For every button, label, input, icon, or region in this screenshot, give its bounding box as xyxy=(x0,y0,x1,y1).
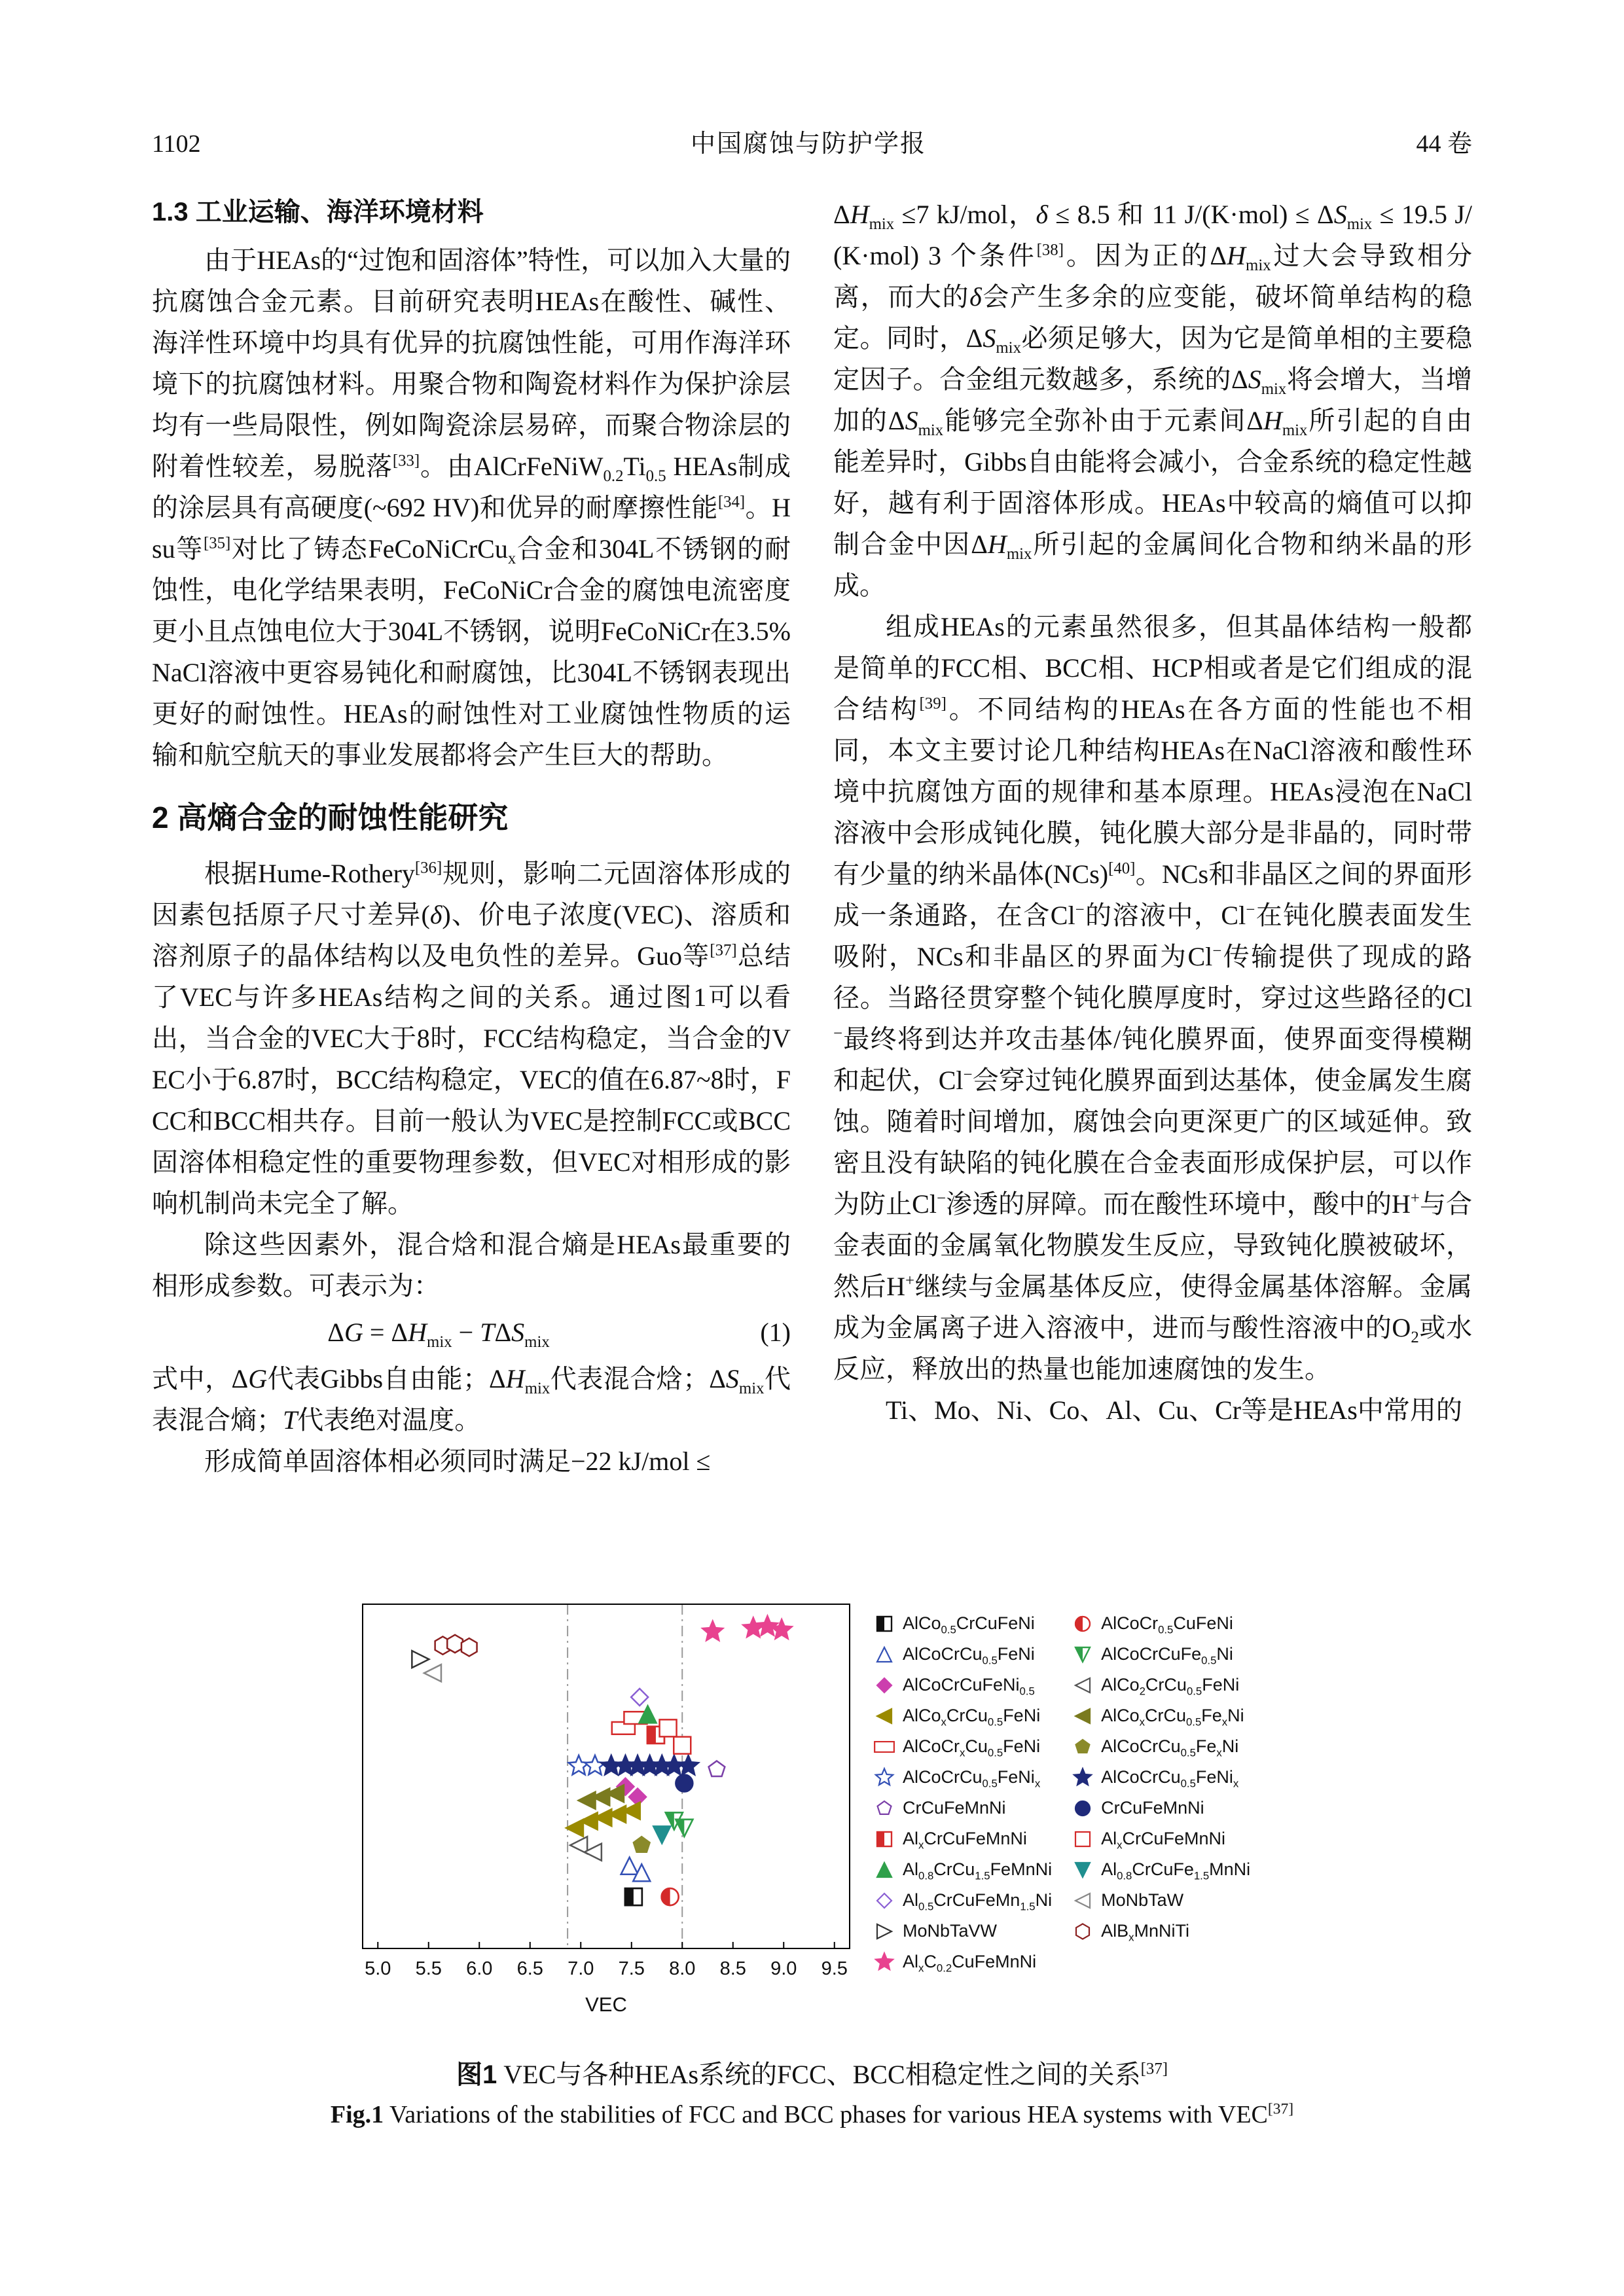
legend-item xyxy=(872,1731,1052,1762)
x-tick-label: 5.5 xyxy=(415,1958,442,1979)
legend-item xyxy=(1070,1916,1250,1946)
legend-column-1 xyxy=(872,1608,1052,1977)
x-tick-label: 9.5 xyxy=(821,1958,848,1979)
legend-marker xyxy=(873,1613,892,1635)
scatter-point xyxy=(702,1621,723,1640)
scatter-point xyxy=(579,1792,596,1809)
triangle-left-marker-icon xyxy=(1070,1705,1095,1727)
legend-item xyxy=(1070,1608,1250,1639)
figure-legend xyxy=(872,1600,1250,1977)
circle-marker-icon xyxy=(1070,1613,1095,1635)
legend-marker xyxy=(877,1647,892,1662)
legend-marker xyxy=(876,1768,893,1785)
legend-marker xyxy=(1076,1924,1089,1939)
triangle-left-marker-icon xyxy=(1070,1674,1095,1696)
scatter-point xyxy=(653,1826,670,1843)
legend-item xyxy=(1070,1731,1250,1762)
legend-label: AlCoCrCu$_{0.5}$FeNi xyxy=(903,1644,1035,1667)
legend-item xyxy=(872,1670,1052,1700)
legend-marker xyxy=(1076,1740,1090,1753)
legend-label: AlCoCrCuFeNi$_{0.5}$ xyxy=(903,1675,1035,1698)
paragraph-passive-film: 组成HEAs的元素虽然很多，但其晶体结构一般都是简单的FCC相、BCC相、HCP相或者是它们组成的混合结构[39]。不同结构的HEAs在各方面的性能也不相同，本文主要讨论几种结构HEAs在NaCl溶液和酸性环境中抗腐蚀方面的规律和基本原理。HEAs浸泡在NaCl溶液中会形成钝化膜，钝化膜大部分是非晶的，同时带有少量的纳米晶体(NCs)[40]。NCs和非晶区之间的界面形成一条通路，在含Cl−的溶液中，Cl−在钝化膜表面发生吸附，NCs和非晶区的界面为Cl−传输提供了现成的路径。当路径贯穿整个钝化膜厚度时，穿过这些路径的Cl−最终将到达并攻击基体/钝化膜界面，使界面变得模糊和起伏，Cl−会穿过钝化膜界面到达基体，使金属发生腐蚀。随着时间增加，腐蚀会向更深更广的区域延伸。致密且没有缺陷的钝化膜在合金表面形成保护层，可以作为防止Cl−渗透的屏障。而在酸性环境中，酸中的H+与合金表面的金属氧化物膜发生反应，导致钝化膜被破坏，然后H+继续与金属基体反应，使得金属基体溶解。金属成为金属离子进入溶液中，进而与酸性溶液中的$O_2$或水反应，释放出的热量也能加速腐蚀的发生。 xyxy=(833,612,1473,1384)
legend-item xyxy=(872,1762,1052,1793)
caption-zh-ref: [37] xyxy=(1140,2060,1168,2078)
triangle-right-marker-icon xyxy=(872,1920,897,1943)
legend-marker xyxy=(877,1678,892,1693)
legend-item xyxy=(872,1793,1052,1823)
legend-column-2 xyxy=(1070,1608,1250,1977)
scatter-point xyxy=(676,1775,693,1792)
pentagon-marker-icon xyxy=(872,1797,897,1820)
legend-label: $Al_xCrCuFeMnNi$ xyxy=(903,1829,1027,1852)
legend-item xyxy=(1070,1639,1250,1670)
star-marker-icon xyxy=(872,1767,897,1789)
legend-marker xyxy=(877,1709,892,1723)
square-marker-icon xyxy=(1070,1828,1095,1850)
scatter-point xyxy=(743,1618,763,1637)
journal-title: 中国腐蚀与防护学报 xyxy=(691,130,927,158)
scatter-point xyxy=(620,1883,642,1910)
star-marker-icon xyxy=(872,1951,897,1973)
legend-label: AlCo$_2$CrCu$_{0.5}$FeNi xyxy=(1101,1675,1240,1698)
equation-number: (1) xyxy=(760,1318,791,1347)
scatter-point xyxy=(660,1719,677,1736)
scatter-point xyxy=(674,1737,691,1754)
scatter-point xyxy=(631,1689,648,1706)
x-tick-label: 5.0 xyxy=(365,1958,391,1979)
legend-item xyxy=(872,1608,1052,1639)
legend-marker xyxy=(877,1924,892,1939)
scatter-point xyxy=(678,1755,698,1774)
equation-1 xyxy=(152,1312,791,1353)
legend-item xyxy=(872,1854,1052,1885)
caption-en-label: Fig.1 xyxy=(330,2101,384,2128)
legend-item xyxy=(1070,1823,1250,1854)
section-1-3-heading: 1.3 工业运输、海洋环境材料 xyxy=(152,198,484,226)
legend-marker xyxy=(1074,1768,1091,1785)
legend-marker xyxy=(877,1893,892,1908)
volume-label: 44 卷 xyxy=(1416,130,1472,158)
triangle-down-marker-icon xyxy=(1070,1643,1095,1666)
x-tick-label: 6.5 xyxy=(516,1958,543,1979)
legend-label: $AlCo_xCrCu_{0.5}Fe_xNi$ xyxy=(1101,1706,1244,1729)
legend-item xyxy=(872,1700,1052,1731)
legend-marker xyxy=(1071,1643,1090,1666)
vec-stability-scatter-plot xyxy=(359,1600,861,2027)
x-tick-label: 7.5 xyxy=(618,1958,645,1979)
legend-item xyxy=(1070,1793,1250,1823)
legend-marker xyxy=(878,1801,892,1814)
legend-label: $Al_xC_{0.2}CuFeMnNi$ xyxy=(903,1952,1037,1975)
figure-caption-en xyxy=(0,2097,1624,2132)
scatter-point xyxy=(447,1635,463,1653)
triangle-left-marker-icon xyxy=(872,1705,897,1727)
legend-label: $AlCoCrCu_{0.5}Fe_xNi$ xyxy=(1101,1736,1239,1759)
legend-marker xyxy=(876,1953,893,1969)
page-number: 1102 xyxy=(152,130,201,158)
x-tick-label: 6.0 xyxy=(466,1958,493,1979)
equation-body: $\Delta G = \Delta H_{mix} - T\Delta S_{mix}$ xyxy=(327,1318,550,1351)
left-column xyxy=(152,194,791,1482)
legend-marker xyxy=(1071,1613,1090,1635)
legend-label: CrCuFeMnNi xyxy=(903,1798,1006,1818)
x-tick-label: 9.0 xyxy=(770,1958,797,1979)
legend-item xyxy=(872,1885,1052,1916)
diamond-marker-icon xyxy=(872,1890,897,1912)
legend-label: AlCo$_x$CrCu$_{0.5}$FeNi xyxy=(903,1706,1041,1729)
x-tick-label: 7.0 xyxy=(568,1958,594,1979)
legend-item xyxy=(872,1639,1052,1670)
legend-label: AlCoCrCu$_{0.5}$FeNi$_x$ xyxy=(1101,1767,1239,1790)
legend-marker xyxy=(1075,1863,1090,1877)
legend-label: $Al_{0.8}CrCuFe_{1.5}MnNi$ xyxy=(1101,1859,1251,1882)
figure-1 xyxy=(359,1600,1250,2027)
caption-en-text: Variations of the stabilities of FCC and BCC phases for various HEA systems with VEC xyxy=(389,2101,1268,2128)
right-column xyxy=(833,194,1472,1431)
legend-marker xyxy=(1075,1709,1090,1723)
x-axis-label: VEC xyxy=(585,1993,627,2016)
legend-item xyxy=(1070,1670,1250,1700)
legend-label: AlCoCrCuFe$_{0.5}$Ni xyxy=(1101,1644,1233,1667)
legend-label: $Al_{0.5}CrCuFeMn_{1.5}Ni$ xyxy=(903,1890,1053,1913)
rect-marker-icon xyxy=(872,1736,897,1758)
paragraph-vec-rule: 根据Hume-Rothery[36]规则，影响二元固溶体形成的因素包括原子尺寸差异(δ)、价电子浓度(VEC)、溶质和溶剂原子的晶体结构以及电负性的差异。Guo等[37]总结了VEC与许多HEAs结构之间的关系。通过图1可以看出，当合金的VEC大于8时，FCC结构稳定，当合金的VEC小于6.87时，BCC结构稳定，VEC的值在6.87~8时，FCC和BCC相共存。目前一般认为VEC是控制FCC或BCC固溶体相稳定性的重要物理参数，但VEC对相形成的影响机制尚未完全了解。 xyxy=(152,859,791,1218)
legend-item xyxy=(872,1823,1052,1854)
caption-zh-text: VEC与各种HEAs系统的FCC、BCC相稳定性之间的关系 xyxy=(503,2060,1141,2089)
scatter-point xyxy=(634,1837,650,1852)
paragraph-mixing-params: 除这些因素外，混合焓和混合熵是HEAs最重要的相形成参数。可表示为： xyxy=(152,1230,791,1300)
scatter-point xyxy=(461,1638,477,1656)
legend-item xyxy=(1070,1854,1250,1885)
triangle-down-marker-icon xyxy=(1070,1859,1095,1881)
star-marker-icon xyxy=(1070,1767,1095,1789)
legend-label: $AlCoCr_xCu_{0.5}FeNi$ xyxy=(903,1736,1041,1759)
legend-marker xyxy=(875,1742,894,1752)
scatter-point xyxy=(709,1761,725,1776)
triangle-up-marker-icon xyxy=(872,1859,897,1881)
legend-marker xyxy=(1075,1801,1090,1816)
page-header xyxy=(152,123,1472,159)
figure-caption-zh xyxy=(0,2056,1624,2093)
scatter-point xyxy=(412,1651,429,1668)
legend-marker xyxy=(1075,1893,1090,1908)
legend-label: MoNbTaVW xyxy=(903,1921,998,1941)
hexagon-marker-icon xyxy=(1070,1920,1095,1943)
plot-frame xyxy=(363,1604,850,1948)
square-marker-icon xyxy=(872,1613,897,1635)
circle-marker-icon xyxy=(1070,1797,1095,1820)
scatter-point xyxy=(585,1755,605,1774)
paragraph-solid-solution-condition: 形成简单固溶体相必须同时满足−22 kJ/mol ≤ xyxy=(204,1446,711,1476)
legend-label: $Al_{0.8}CrCu_{1.5}FeMnNi$ xyxy=(903,1859,1053,1882)
legend-marker xyxy=(877,1863,892,1877)
section-2-heading: 2 高熵合金的耐蚀性能研究 xyxy=(152,800,509,834)
triangle-up-marker-icon xyxy=(872,1643,897,1666)
legend-item xyxy=(872,1916,1052,1946)
paragraph-industrial-marine: 由于HEAs的“过饱和固溶体”特性，可以加入大量的抗腐蚀合金元素。目前研究表明HEAs在酸性、碱性、海洋性环境中均具有优异的抗腐蚀性能，可用作海洋环境下的抗腐蚀材料。用聚合物和陶瓷材料作为保护涂层均有一些局限性，例如陶瓷涂层易碎，而聚合物涂层的附着性较差，易脱落[33]。由$AlCrFeNiW_{0.2}Ti_{0.5}$ HEAs制成的涂层具有高硬度(~692 HV)和优异的耐摩擦性能[34]。Hsu等[35]对比了铸态FeCoNiCrCu$_x$合金和304L不锈钢的耐蚀性，电化学结果表明，FeCoNiCr合金的腐蚀电流密度更小且点蚀电位大于304L不锈钢，说明FeCoNiCr在3.5%NaCl溶液中更容易钝化和耐腐蚀，比304L不锈钢表现出更好的耐蚀性。HEAs的耐蚀性对工业腐蚀性物质的运输和航空航天的事业发展都将会产生巨大的帮助。 xyxy=(152,245,791,770)
diamond-marker-icon xyxy=(872,1674,897,1696)
paragraph-common-elements: Ti、Mo、Ni、Co、Al、Cu、Cr等是HEAs中常用的 xyxy=(886,1395,1462,1425)
paragraph-thermo-conditions: $\Delta H_{mix} \le 7$ kJ/mol，δ ≤ 8.5 和 11 $J/(K\cdot mol) \le \Delta S_{mix} \le 19.5$ J/(K·mol) 3 个条件[38]。因为正的$\Delta H_{mix}$过大会导致相分离，而大的δ会产生多余的应变能，破坏简单结构的稳定。同时，$\Delta S_{mix}$必须足够大，因为它是简单相的主要稳定因子。合金组元数越多，系统的$\Delta S_{mix}$将会增大，当增加的$\Delta S_{mix}$能够完全弥补由于元素间$\Delta H_{mix}$所引起的自由能差异时，Gibbs自由能将会减小，合金系统的稳定性越好，越有利于固溶体形成。HEAs中较高的熵值可以抑制合金中因$\Delta H_{mix}$所引起的金属间化合物和纳米晶的形成。 xyxy=(833,200,1473,600)
scatter-point xyxy=(424,1664,441,1681)
legend-item xyxy=(1070,1885,1250,1916)
legend-marker xyxy=(1075,1678,1090,1693)
legend-label: AlB$_x$MnNiTi xyxy=(1101,1921,1189,1944)
figure-caption xyxy=(0,2056,1624,2132)
legend-label: AlCoCrCu$_{0.5}$FeNi$_x$ xyxy=(903,1767,1041,1790)
legend-label: AlCoCr$_{0.5}$CuFeNi xyxy=(1101,1613,1233,1636)
legend-label: MoNbTaW xyxy=(1101,1890,1184,1910)
legend-label: $Al_xCrCuFeMnNi$ xyxy=(1101,1829,1225,1852)
scatter-point xyxy=(621,1857,638,1874)
triangle-left-marker-icon xyxy=(1070,1890,1095,1912)
caption-zh-label: 图1 xyxy=(456,2060,497,2089)
legend-item xyxy=(1070,1700,1250,1731)
scatter-point xyxy=(757,1616,778,1635)
legend-item xyxy=(1070,1762,1250,1793)
legend-marker xyxy=(873,1828,892,1850)
caption-en-ref: [37] xyxy=(1267,2100,1294,2118)
square-marker-icon xyxy=(872,1828,897,1850)
paragraph-equation-terms: 式中，ΔG代表Gibbs自由能；$\Delta H_{mix}$代表混合焓；$\Delta S_{mix}$代表混合熵；T代表绝对温度。 xyxy=(152,1364,791,1435)
legend-item xyxy=(872,1946,1052,1977)
x-tick-label: 8.0 xyxy=(669,1958,696,1979)
x-tick-label: 8.5 xyxy=(719,1958,746,1979)
scatter-point xyxy=(657,1883,679,1910)
scatter-point xyxy=(569,1755,589,1774)
legend-label: AlCo$_{0.5}$CrCuFeNi xyxy=(903,1613,1035,1636)
pentagon-marker-icon xyxy=(1070,1736,1095,1758)
legend-label: CrCuFeMnNi xyxy=(1101,1798,1204,1818)
legend-marker xyxy=(1075,1832,1090,1846)
